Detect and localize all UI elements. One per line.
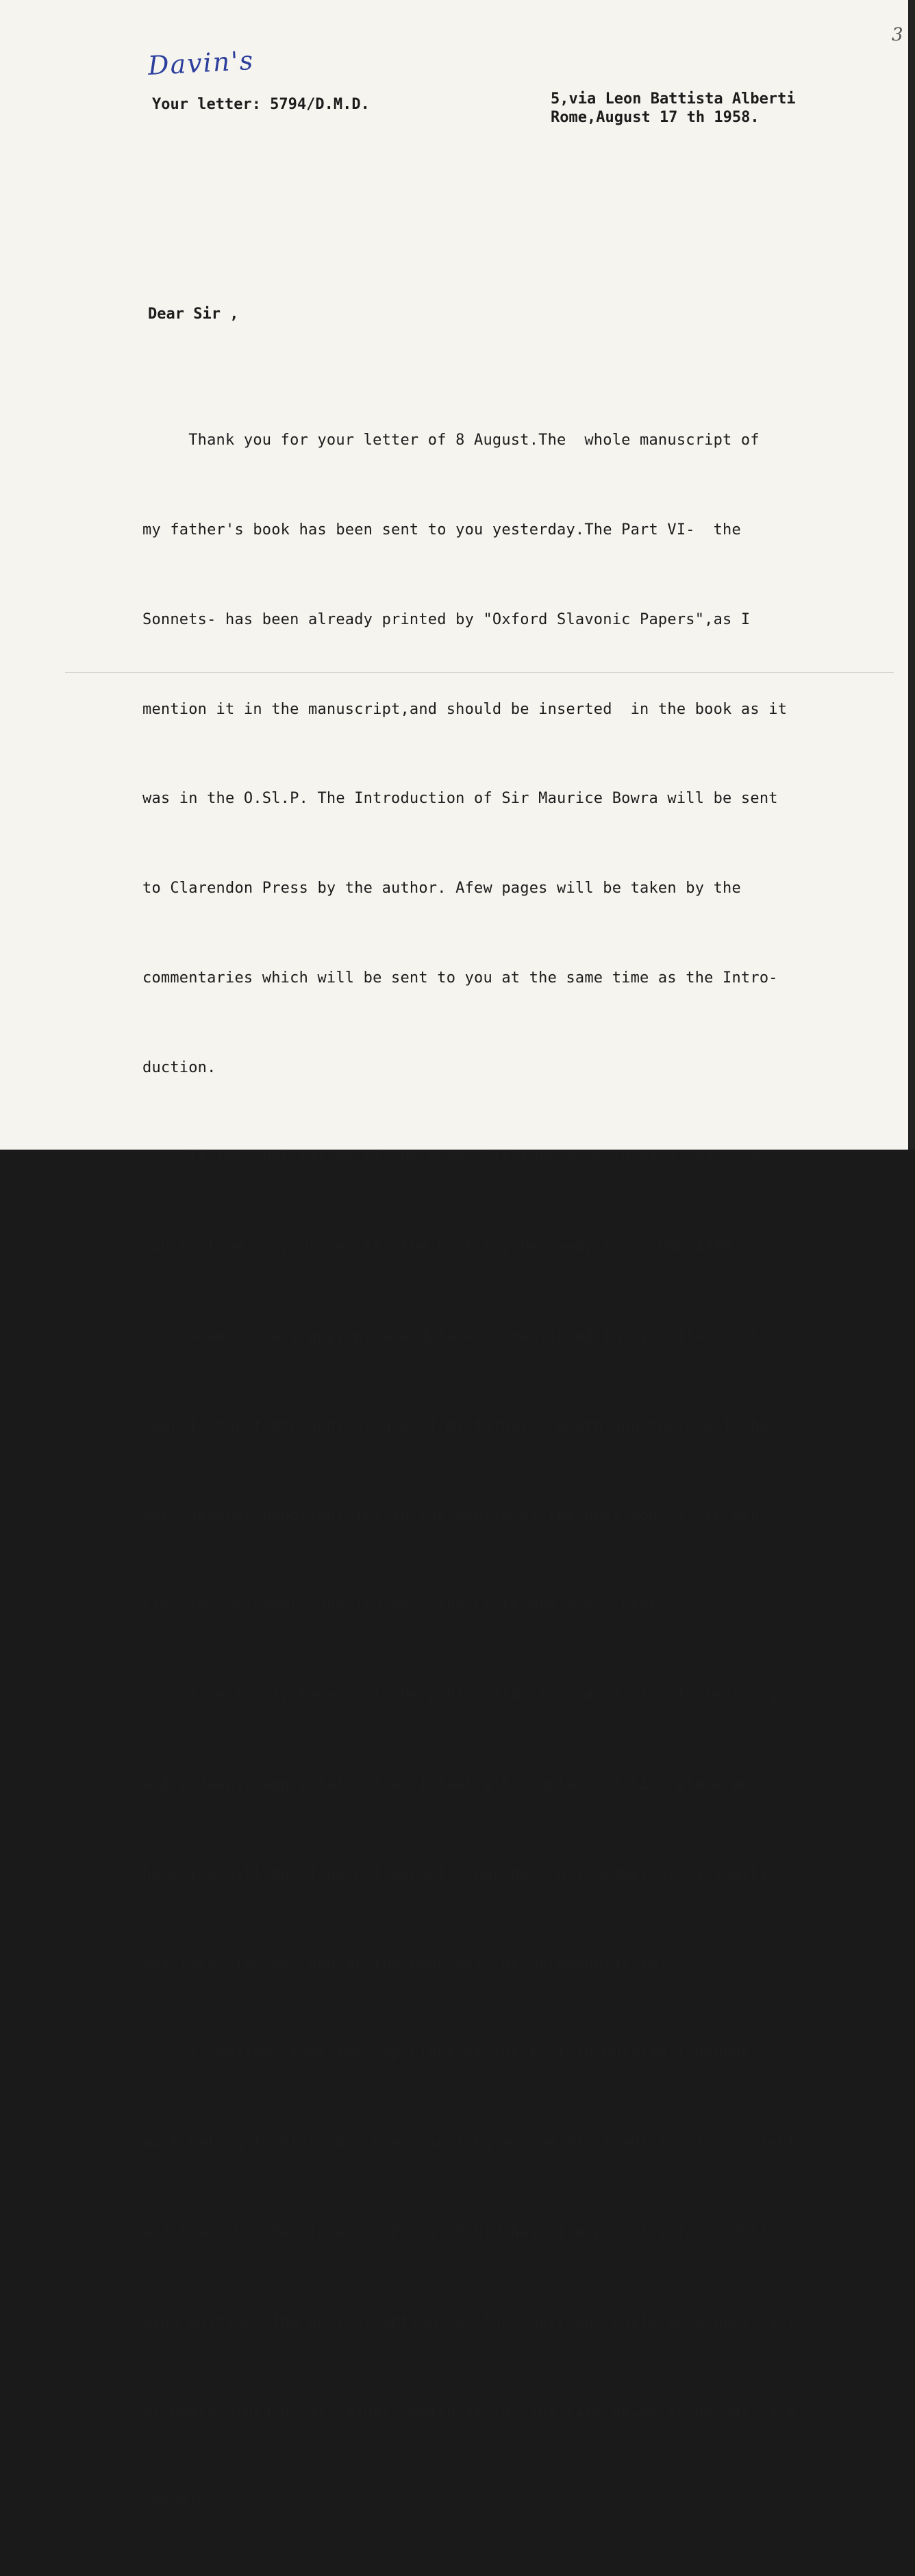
body-line: any royalties as long as the book will be unremunerative. bbox=[142, 1955, 668, 1972]
body-line: wing edition.(The only exception for the copyright could be a publicati bbox=[142, 2313, 797, 2331]
body-line: was in the O.Sl.P. The Introduction of Sir Maurice Bowra will be sent bbox=[142, 790, 778, 808]
address-street: 5,via Leon Battista Alberti bbox=[551, 90, 796, 108]
body-line: This seems a very appropriate date.As I mentioned in my letter,next bbox=[142, 1328, 760, 1345]
body-line: commentaries which will be sent to you at the same time as the Intro- bbox=[142, 969, 778, 987]
reference-line: Your letter: 5794/D.M.D. bbox=[152, 96, 370, 113]
letter-body bbox=[142, 366, 906, 2576]
body-line: tion,in newspapers and journals,the Clarendon Press book. bbox=[142, 1596, 668, 1614]
body-line: and I deeply appreciate it as I feel all scholars of literature and bbox=[142, 1775, 760, 1793]
body-line: humanism will do. I do not expect - nor does any member of my family- bbox=[142, 1865, 778, 1883]
salutation: Dear Sir , bbox=[148, 306, 239, 323]
body-line: mention it in the manuscript,and should be inserted in the book as it bbox=[142, 700, 788, 718]
body-line: of Opera Omnia of my father ,which is for the time being in no way fore bbox=[142, 2403, 797, 2420]
body-line: I certainly know that the publication is " a service to learning" bbox=[142, 1686, 788, 1704]
body-line: If the publication of the book will take as much as a year - as bbox=[142, 1148, 769, 1166]
body-line: then several opportunities,in the course of the next months- to men- bbox=[142, 1507, 769, 1524]
body-line: must belong to Clarendon Press,so long as the first edition is availabl bbox=[142, 2134, 797, 2152]
body-line: Sonnets- has been already printed by "Oxford Slavonic Papers",as I bbox=[142, 610, 751, 628]
body-line: year is the tenth anniversary of my father's death and there will be bbox=[142, 1417, 769, 1435]
body-line: and that the the Clarendon Press should have the priority for a follo- bbox=[142, 2223, 788, 2241]
body-line: Thank you for your letter of 8 August.The whole manuscript of bbox=[142, 432, 760, 449]
page-number: 3 bbox=[892, 25, 903, 45]
scan-edge bbox=[908, 0, 915, 1150]
body-line: I consider that the copyright of the text in Russian language bbox=[142, 2044, 751, 2062]
body-line: to Clarendon Press by the author. Afew pages will be taken by the bbox=[142, 880, 741, 897]
handwritten-annotation: Davin's bbox=[147, 45, 255, 82]
body-line: duction. bbox=[142, 1058, 216, 1076]
sender-address bbox=[551, 90, 796, 127]
body-line: seeable). bbox=[142, 2492, 226, 2510]
body-line: my father's book has been sent to you yesterday.The Part VI- the bbox=[142, 521, 741, 538]
address-city-date: Rome,August 17 th 1958. bbox=[551, 109, 760, 126]
body-line: you tell me in your letter- the book may be ready in autumn 1959. bbox=[142, 1238, 741, 1256]
